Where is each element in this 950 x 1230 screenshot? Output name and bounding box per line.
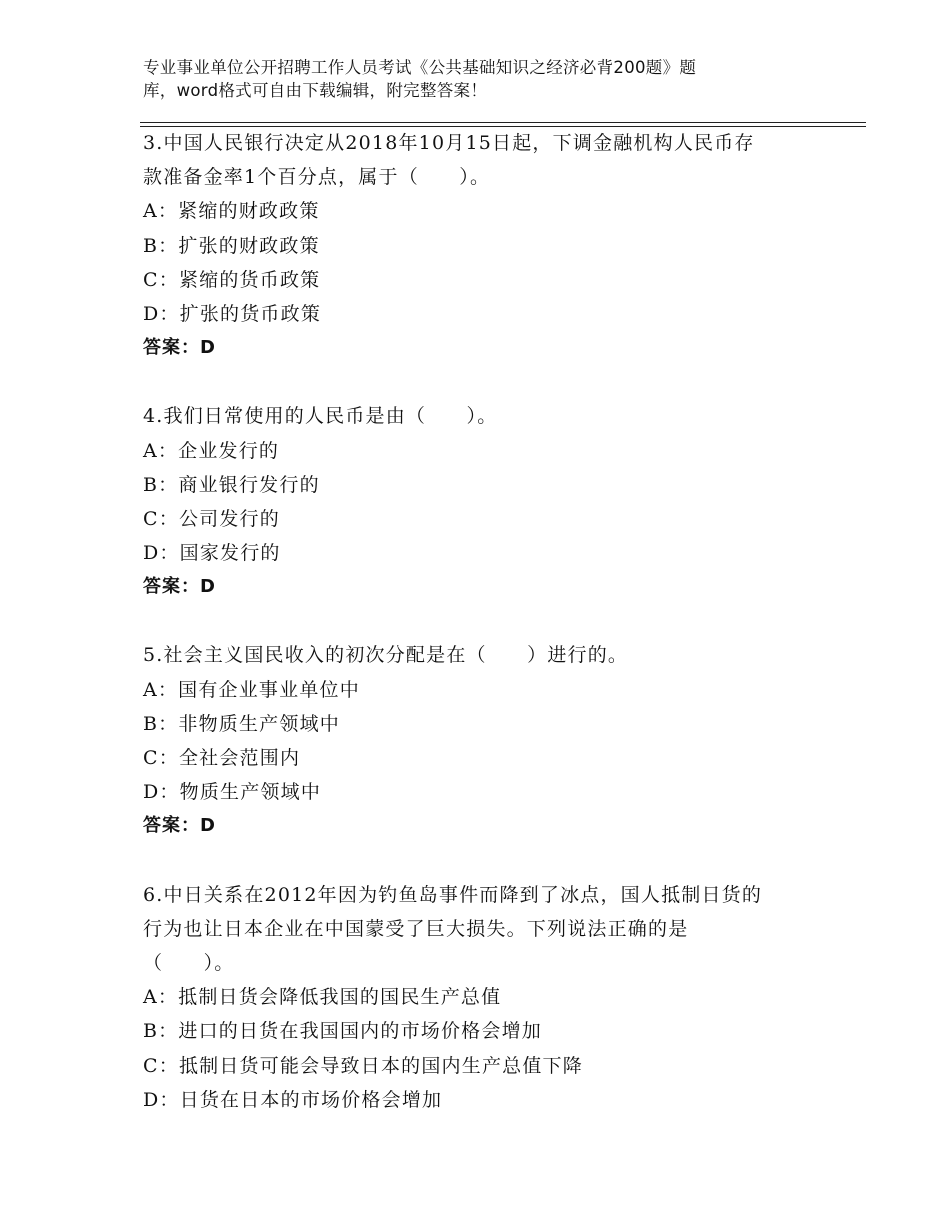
question-stem-line: 5.社会主义国民收入的初次分配是在（ ）进行的。	[143, 644, 629, 667]
option-c: C：紧缩的货币政策	[143, 268, 321, 291]
option-b: B：非物质生产领域中	[143, 712, 340, 735]
option-b: B：进口的日货在我国国内的市场价格会增加	[143, 1020, 542, 1043]
option-c: C：抵制日货可能会导致日本的国内生产总值下降	[143, 1054, 583, 1077]
question-3	[143, 126, 843, 365]
question-stem-line: （ ）。	[143, 951, 235, 974]
question-stem-line: 3.中国人民银行决定从2018年10月15日起，下调金融机构人民币存	[143, 132, 755, 154]
header-divider-top	[140, 122, 866, 123]
question-6	[143, 878, 843, 1117]
question-stem-line: 款准备金率1个百分点，属于（ ）。	[143, 166, 491, 189]
question-stem-line: 6.中日关系在2012年因为钓鱼岛事件而降到了冰点，国人抵制日货的	[143, 883, 763, 906]
question-spacer	[143, 844, 843, 878]
option-d: D：日货在日本的市场价格会增加	[143, 1088, 443, 1111]
header-line-1: 专业事业单位公开招聘工作人员考试《公共基础知识之经济必背200题》题	[143, 58, 697, 77]
question-5	[143, 638, 843, 843]
option-b: B：扩张的财政政策	[143, 234, 320, 257]
answer-label: 答案：D	[143, 576, 216, 598]
option-c: C：全社会范围内	[143, 747, 301, 769]
option-a: A：抵制日货会降低我国的国民生产总值	[143, 986, 502, 1009]
answer-label: 答案：D	[143, 815, 216, 837]
option-d: D：国家发行的	[143, 542, 281, 565]
question-4	[143, 399, 843, 604]
question-stem-line: 4.我们日常使用的人民币是由（ ）。	[143, 405, 498, 428]
document-header	[143, 56, 783, 102]
option-c: C：公司发行的	[143, 507, 280, 530]
question-spacer	[143, 604, 843, 638]
question-list	[143, 126, 843, 1117]
option-a: A：企业发行的	[143, 439, 280, 462]
question-stem-line: 行为也让日本企业在中国蒙受了巨大损失。下列说法正确的是	[143, 917, 689, 940]
option-d: D：扩张的货币政策	[143, 302, 322, 325]
option-b: B：商业银行发行的	[143, 473, 320, 496]
answer-label: 答案：D	[143, 337, 216, 359]
question-spacer	[143, 365, 843, 399]
option-a: A：国有企业事业单位中	[143, 678, 360, 701]
option-a: A：紧缩的财政政策	[143, 200, 320, 223]
option-d: D：物质生产领域中	[143, 781, 322, 804]
header-line-2: 库，word格式可自由下载编辑，附完整答案！	[143, 81, 488, 100]
